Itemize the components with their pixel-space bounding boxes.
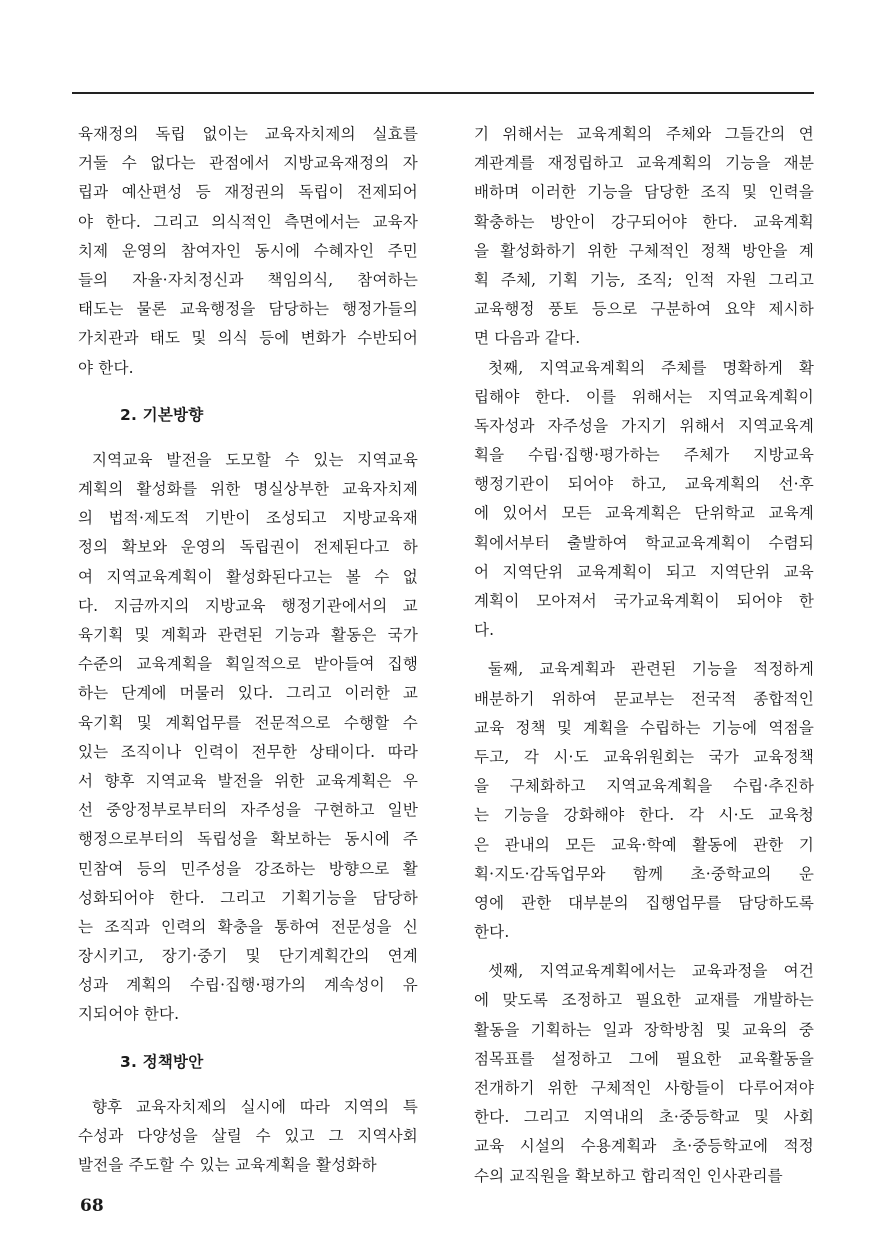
text-line: 민참여 등의 민주성을 강조하는 방향으로 활 bbox=[78, 859, 418, 878]
text-line: 들의 자율·자치정신과 책임의식, 참여하는 bbox=[78, 270, 418, 289]
text-line: 수준의 교육계획을 획일적으로 받아들여 집행 bbox=[78, 655, 418, 674]
text-line: 첫째, 지역교육계획의 주체를 명확하게 확 bbox=[488, 358, 814, 377]
text-line: 활동을 기획하는 일과 장학방침 및 교육의 중 bbox=[474, 1020, 814, 1039]
text-line: 육기획 및 계획업무를 전문적으로 수행할 수 bbox=[78, 713, 418, 732]
text-line: 둘째, 교육계획과 관련된 기능을 적정하게 bbox=[488, 660, 814, 679]
text-line: 정의 확보와 운영의 독립권이 전제된다고 하 bbox=[78, 538, 418, 557]
text-line: 획·지도·감독업무와 함께 초·중학교의 운 bbox=[474, 864, 814, 883]
left-column bbox=[78, 120, 418, 1180]
text-line: 는 조직과 인력의 확충을 통하여 전문성을 신 bbox=[78, 917, 418, 936]
text-line: 배분하기 위하여 문교부는 전국적 종합적인 bbox=[474, 689, 814, 708]
text-line: 교육행정 풍토 등으로 구분하여 요약 제시하 bbox=[474, 300, 814, 319]
text-line: 여 지역교육계획이 활성화된다고는 볼 수 없 bbox=[78, 567, 418, 586]
text-line: 태도는 물론 교육행정을 담당하는 행정가들의 bbox=[78, 300, 418, 319]
text-line: 선 중앙정부로부터의 자주성을 구현하고 일반 bbox=[78, 801, 418, 820]
text-line: 을 구체화하고 지역교육계획을 수립·추진하 bbox=[474, 777, 814, 796]
text-line: 립과 예산편성 등 재정권의 독립이 전제되어 bbox=[78, 183, 418, 202]
page-number: 68 bbox=[80, 1196, 104, 1216]
left-paragraph-2 bbox=[78, 446, 418, 1030]
text-line: 야 한다. 그리고 의식적인 측면에서는 교육자 bbox=[78, 212, 418, 231]
paragraph-gap bbox=[474, 947, 814, 957]
text-line: 전개하기 위한 구체적인 사항들이 다루어져야 bbox=[474, 1079, 814, 1097]
right-column bbox=[474, 120, 814, 1191]
text-line: 획에서부터 출발하여 학교교육계획이 수렴되 bbox=[474, 533, 814, 552]
text-line: 행정으로부터의 독립성을 확보하는 동시에 주 bbox=[78, 830, 418, 849]
text-line: 배하며 이러한 기능을 담당한 조직 및 인력을 bbox=[474, 183, 814, 202]
text-line: 면 다음과 같다. bbox=[474, 329, 581, 348]
text-line: 지역교육 발전을 도모할 수 있는 지역교육 bbox=[92, 450, 418, 469]
section-heading-2: 2. 기본방향 bbox=[120, 405, 204, 424]
right-paragraph-3 bbox=[474, 655, 814, 947]
text-line: 수의 교직원을 확보하고 합리적인 인사관리를 bbox=[474, 1166, 783, 1185]
text-line: 은 관내의 모든 교육·학예 활동에 관한 기 bbox=[474, 835, 814, 854]
text-line: 계획의 활성화를 위한 명실상부한 교육자치제 bbox=[78, 480, 418, 499]
text-line: 치제 운영의 참여자인 동시에 수혜자인 주민 bbox=[78, 241, 418, 260]
right-paragraph-2 bbox=[474, 354, 814, 646]
text-line: 획 주체, 기획 기능, 조직; 인적 자원 그리고 bbox=[474, 270, 814, 289]
right-paragraph-4 bbox=[474, 957, 814, 1191]
right-paragraph-1 bbox=[474, 120, 814, 354]
text-line: 는 기능을 강화해야 한다. 각 시·도 교육청 bbox=[474, 806, 814, 825]
text-line: 교육 정책 및 계획을 수립하는 기능에 역점을 bbox=[474, 718, 814, 737]
text-line: 립해야 한다. 이를 위해서는 지역교육계획이 bbox=[474, 387, 814, 406]
text-line: 독자성과 자주성을 가지기 위해서 지역교육계 bbox=[474, 416, 814, 435]
text-line: 셋째, 지역교육계획에서는 교육과정을 여건 bbox=[488, 962, 814, 981]
left-paragraph-3 bbox=[78, 1093, 418, 1181]
text-line: 다. bbox=[474, 621, 495, 640]
text-line: 을 활성화하기 위한 구체적인 정책 방안을 계 bbox=[474, 241, 814, 260]
text-line: 의 법적·제도적 기반이 조성되고 지방교육재 bbox=[78, 509, 418, 528]
text-line: 향후 교육자치제의 실시에 따라 지역의 특 bbox=[92, 1097, 418, 1116]
text-line: 행정기관이 되어야 하고, 교육계획의 선·후 bbox=[474, 475, 814, 494]
text-line: 교육 시설의 수용계획과 초·중등학교에 적정 bbox=[474, 1137, 814, 1156]
text-line: 기 위해서는 교육계획의 주체와 그들간의 연 bbox=[474, 125, 814, 143]
text-line: 확충하는 방안이 강구되어야 한다. 교육계획 bbox=[474, 212, 814, 231]
text-line: 획을 수립·집행·평가하는 주체가 지방교육 bbox=[474, 446, 814, 465]
text-line: 거둘 수 없다는 관점에서 지방교육재정의 자 bbox=[78, 154, 418, 173]
text-line: 한다. bbox=[474, 923, 510, 942]
paragraph-gap bbox=[474, 645, 814, 655]
text-line: 야 한다. bbox=[78, 358, 134, 377]
text-line: 가치관과 태도 및 의식 등에 변화가 수반되어 bbox=[78, 329, 418, 348]
text-line: 에 맞도록 조정하고 필요한 교재를 개발하는 bbox=[474, 991, 814, 1010]
text-line: 육기획 및 계획과 관련된 기능과 활동은 국가 bbox=[78, 626, 418, 644]
text-line: 성화되어야 한다. 그리고 기획기능을 담당하 bbox=[78, 888, 418, 907]
text-line: 어 지역단위 교육계획이 되고 지역단위 교육 bbox=[474, 562, 814, 581]
left-paragraph-1 bbox=[78, 120, 418, 383]
text-line: 장시키고, 장기·중기 및 단기계획간의 연계 bbox=[78, 947, 418, 966]
text-line: 지되어야 한다. bbox=[78, 1005, 180, 1024]
text-line: 계관계를 재정립하고 교육계획의 기능을 재분 bbox=[474, 154, 814, 173]
text-line: 다. 지금까지의 지방교육 행정기관에서의 교 bbox=[78, 596, 418, 615]
text-line: 영에 관한 대부분의 집행업무를 담당하도록 bbox=[474, 893, 814, 912]
text-line: 계획이 모아져서 국가교육계획이 되어야 한 bbox=[474, 592, 814, 610]
text-line: 있는 조직이나 인력이 전무한 상태이다. 따라 bbox=[78, 742, 418, 761]
section-heading-3: 3. 정책방안 bbox=[120, 1052, 204, 1071]
text-line: 에 있어서 모든 교육계획은 단위학교 교육계 bbox=[474, 504, 814, 523]
text-line: 수성과 다양성을 살릴 수 있고 그 지역사회 bbox=[78, 1127, 418, 1145]
text-line: 한다. 그리고 지역내의 초·중등학교 및 사회 bbox=[474, 1108, 814, 1127]
text-line: 발전을 주도할 수 있는 교육계획을 활성화하 bbox=[78, 1156, 377, 1175]
header-rule bbox=[72, 92, 814, 94]
text-line: 서 향후 지역교육 발전을 위한 교육계획은 우 bbox=[78, 771, 418, 790]
text-line: 육재정의 독립 없이는 교육자치제의 실효를 bbox=[78, 125, 418, 143]
text-line: 점목표를 설정하고 그에 필요한 교육활동을 bbox=[474, 1049, 814, 1068]
text-line: 하는 단계에 머물러 있다. 그리고 이러한 교 bbox=[78, 684, 418, 703]
text-line: 두고, 각 시·도 교육위원회는 국가 교육정책 bbox=[474, 747, 814, 766]
text-line: 성과 계획의 수립·집행·평가의 계속성이 유 bbox=[78, 976, 418, 995]
